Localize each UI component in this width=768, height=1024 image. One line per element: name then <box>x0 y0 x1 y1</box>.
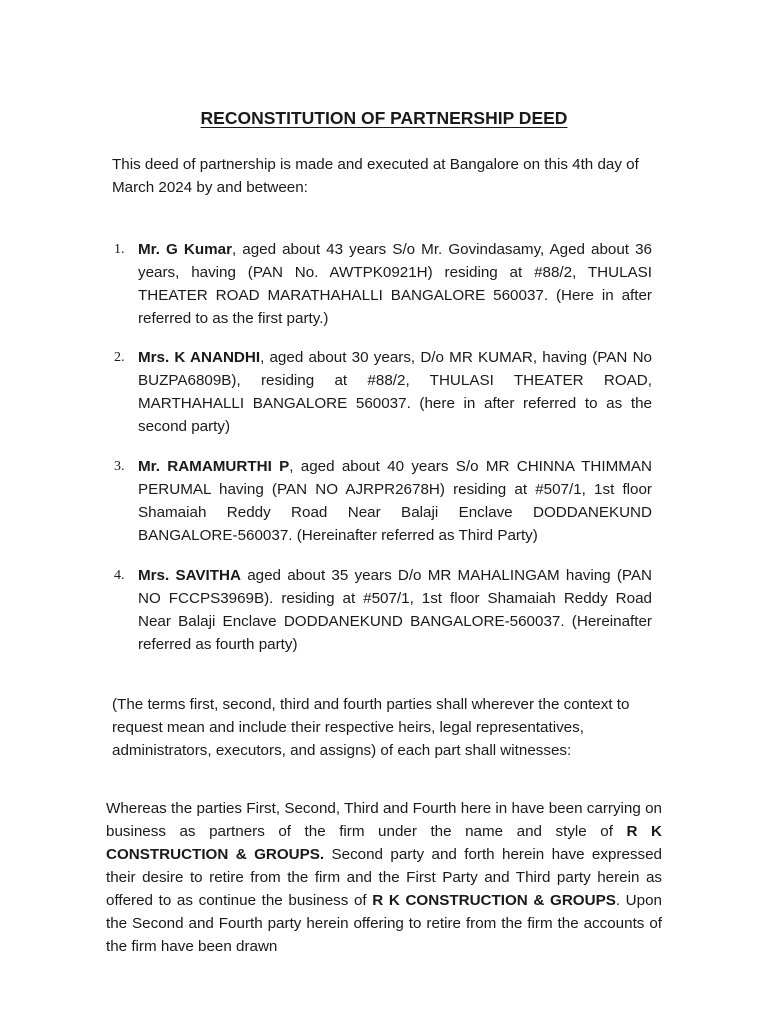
party-item-1 <box>112 238 652 330</box>
whereas-text-2: Second party and forth herein have expressed their desire to retire from the firm and the First Party and Third party herein as offered to as continue the business of <box>106 846 662 909</box>
party-name: Mrs. SAVITHA <box>138 567 241 584</box>
party-item-2 <box>112 346 652 438</box>
party-text <box>138 346 652 438</box>
party-text <box>138 455 652 547</box>
party-text <box>138 564 652 656</box>
party-number: 2. <box>114 350 125 365</box>
whereas-text-3: . Upon the Second and Fourth party herein offering to retire from the firm the accounts of the firm have been drawn <box>106 892 662 955</box>
party-name: Mr. RAMAMURTHI P <box>138 458 290 475</box>
whereas-paragraph <box>106 797 662 958</box>
party-item-4 <box>112 564 652 656</box>
whereas-text-1: Whereas the parties First, Second, Third and Fourth here in have been carrying on business as partners of the firm under the name and style of <box>106 800 662 840</box>
party-number: 4. <box>114 568 125 583</box>
party-details: , aged about 30 years, D/o MR KUMAR, having (PAN No BUZPA6809B), residing at #88/2, THULASI THEATER ROAD, MARTHAHALLI BANGALORE 560037. (here in after referred to as the second party) <box>138 349 652 435</box>
party-details: aged about 35 years D/o MR MAHALINGAM having (PAN NO FCCPS3969B). residing at #507/1, 1st floor Shamaiah Reddy Road Near Balaji Enclave DODDANEKUND BANGALORE-560037. (Hereinafter referred as fourth party) <box>138 567 653 653</box>
party-number: 1. <box>114 242 125 257</box>
terms-paragraph: (The terms first, second, third and fourth parties shall wherever the context to request mean and include their respective heirs, legal representatives, administrators, executors, and assigns) of each part shall witnesses: <box>112 696 630 759</box>
party-details: , aged about 40 years S/o MR CHINNA THIMMAN PERUMAL having (PAN NO AJRPR2678H) residing at #507/1, 1st floor Shamaiah Reddy Road Near Balaji Enclave DODDANEKUND BANGALORE-560037. (Hereinafter referred as Third Party) <box>138 458 652 544</box>
firm-name-1: R K CONSTRUCTION & GROUPS. <box>106 823 662 863</box>
document-title: RECONSTITUTION OF PARTNERSHIP DEED <box>200 108 568 128</box>
party-text <box>138 238 652 330</box>
party-details: , aged about 43 years S/o Mr. Govindasamy, Aged about 36 years, having (PAN No. AWTPK0921H) residing at #88/2, THULASI THEATER ROAD MARATHAHALLI BANGALORE 560037. (Here in after referred to as the first party.) <box>138 241 652 327</box>
party-name: Mrs. K ANANDHI <box>138 349 261 366</box>
firm-name-2: R K CONSTRUCTION & GROUPS <box>372 892 616 909</box>
party-name: Mr. G Kumar <box>138 241 232 258</box>
party-number: 3. <box>114 459 125 474</box>
party-item-3 <box>112 455 652 547</box>
intro-paragraph: This deed of partnership is made and executed at Bangalore on this 4th day of March 2024 by and between: <box>112 156 639 196</box>
